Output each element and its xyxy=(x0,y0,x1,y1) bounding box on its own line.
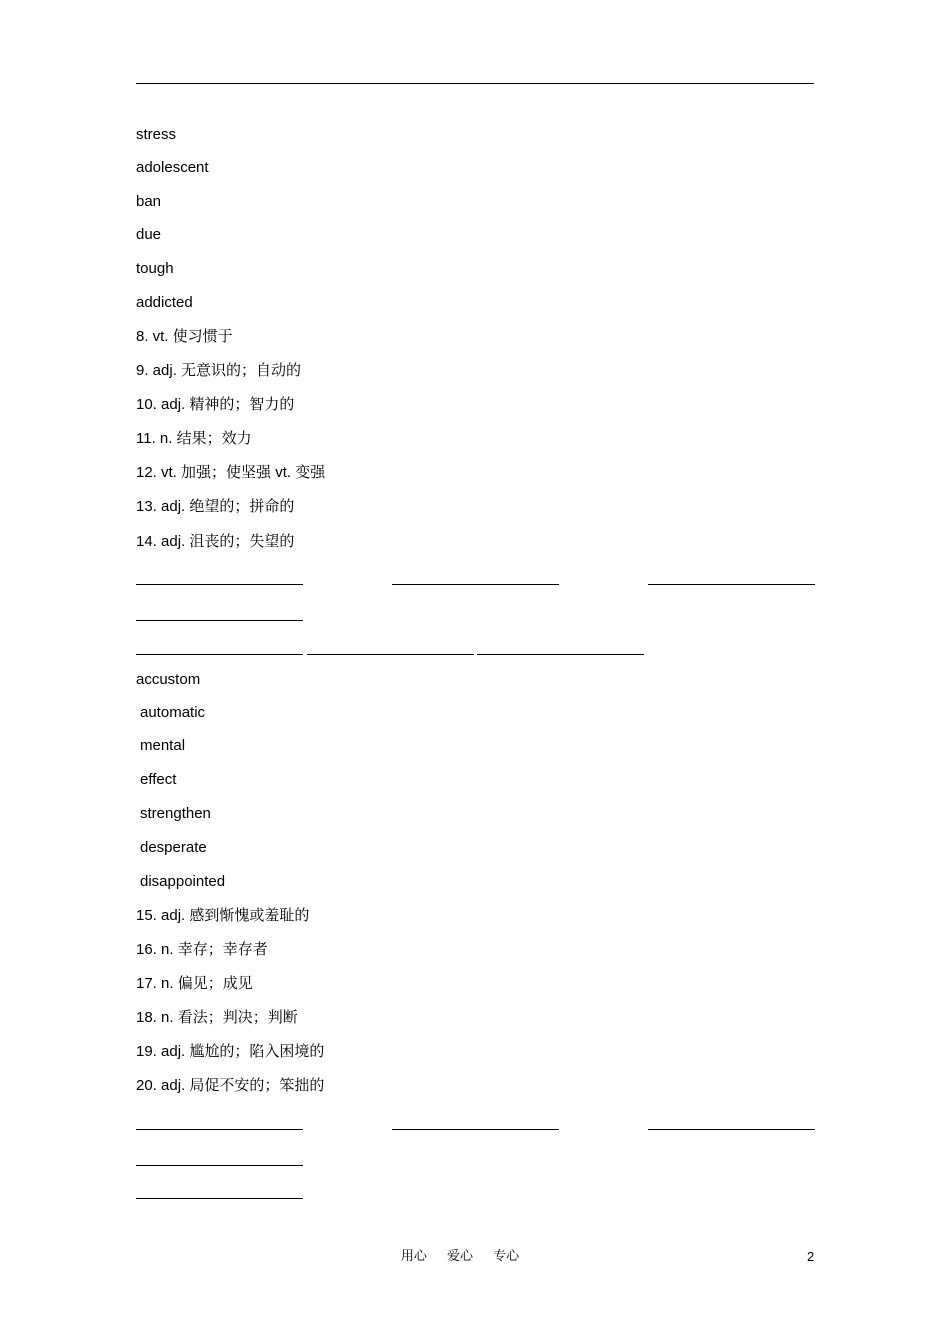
answer-blank[interactable] xyxy=(648,584,815,585)
answer-blank[interactable] xyxy=(136,584,303,585)
word-item: disappointed xyxy=(140,873,226,890)
definition-item: 18. n. 看法；判决；判断 xyxy=(136,1009,298,1026)
word-item: tough xyxy=(136,260,174,277)
word-item: stress xyxy=(136,126,177,143)
header-rule xyxy=(136,83,814,84)
answer-blank[interactable] xyxy=(648,1129,815,1130)
answer-blank[interactable] xyxy=(136,620,303,621)
word-item: effect xyxy=(140,771,177,788)
definition-item: 13. adj. 绝望的；拼命的 xyxy=(136,498,295,515)
definition-item: 19. adj. 尴尬的；陷入困境的 xyxy=(136,1043,325,1060)
definition-item: 16. n. 幸存；幸存者 xyxy=(136,941,268,958)
page-number: 2 xyxy=(807,1249,815,1264)
word-item: ban xyxy=(136,193,162,210)
answer-blank[interactable] xyxy=(136,1129,303,1130)
word-item: mental xyxy=(140,737,186,754)
answer-blank[interactable] xyxy=(392,1129,559,1130)
answer-blank[interactable] xyxy=(136,1165,303,1166)
word-item: accustom xyxy=(136,671,201,688)
word-item: strengthen xyxy=(140,805,211,822)
word-item: automatic xyxy=(140,704,206,721)
definition-item: 8. vt. 使习惯于 xyxy=(136,328,233,345)
word-item: adolescent xyxy=(136,159,209,176)
definition-item: 15. adj. 感到惭愧或羞耻的 xyxy=(136,907,310,924)
footer-motto-item: 爱心 xyxy=(446,1249,473,1264)
answer-blank[interactable] xyxy=(392,584,559,585)
answer-blank[interactable] xyxy=(307,654,474,655)
definition-item: 10. adj. 精神的；智力的 xyxy=(136,396,295,413)
word-item: addicted xyxy=(136,294,193,311)
definition-item: 11. n. 结果；效力 xyxy=(136,430,252,447)
definition-item: 20. adj. 局促不安的；笨拙的 xyxy=(136,1077,325,1094)
footer-motto-item: 专心 xyxy=(493,1249,520,1264)
word-item: desperate xyxy=(140,839,207,856)
answer-blank[interactable] xyxy=(477,654,644,655)
definition-item: 14. adj. 沮丧的；失望的 xyxy=(136,533,295,550)
definition-item: 12. vt. 加强；使坚强 vt. 变强 xyxy=(136,464,326,481)
definition-item: 17. n. 偏见；成见 xyxy=(136,975,253,992)
definition-item: 9. adj. 无意识的；自动的 xyxy=(136,362,302,379)
footer-motto-item: 用心 xyxy=(400,1249,427,1264)
answer-blank[interactable] xyxy=(136,654,303,655)
footer-motto xyxy=(0,1249,920,1265)
answer-blank[interactable] xyxy=(136,1198,303,1199)
word-item: due xyxy=(136,226,162,243)
